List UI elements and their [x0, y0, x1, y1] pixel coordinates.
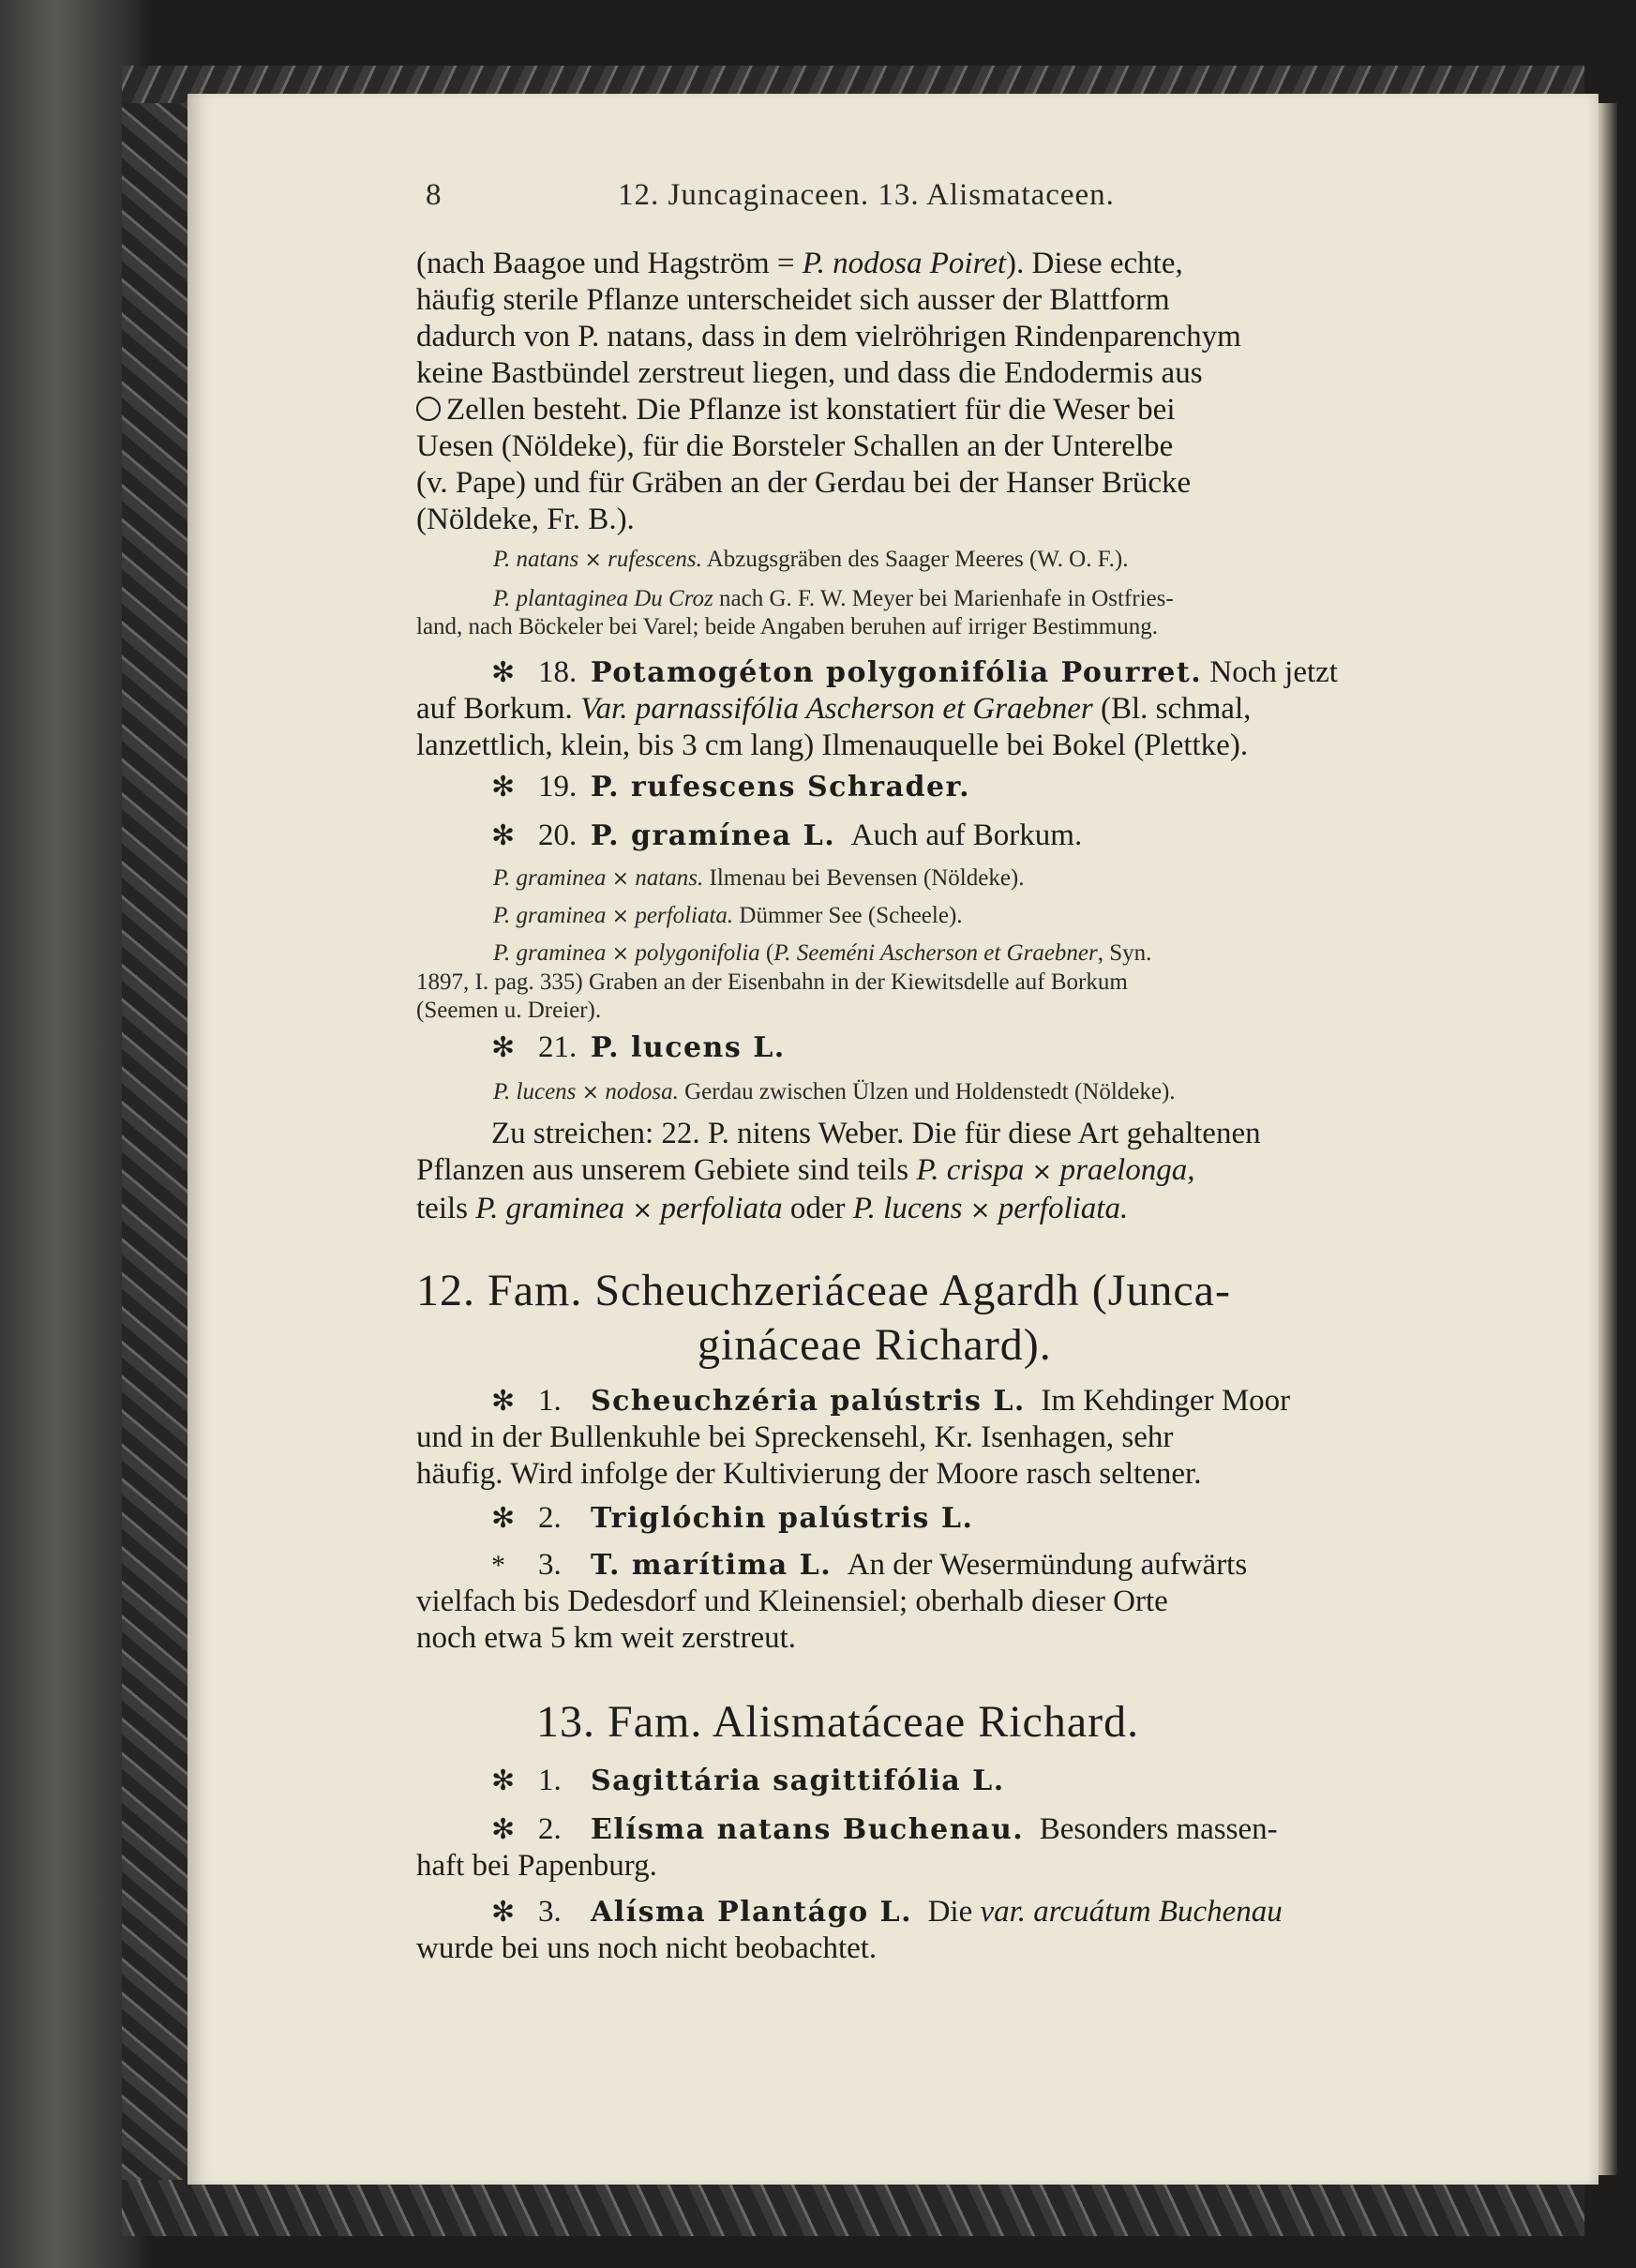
paragraph-zu-streichen: Zu streichen: 22. P. nitens Weber. Die für diese Art gehaltenen Pflanzen aus unserem Gebiete sind teils P. crispa × praelonga, teils P. graminea × perfoliata oder P. lucens × perfoliata. [416, 1117, 1261, 1225]
page-number: 8 [426, 178, 443, 212]
text-line: Uesen (Nöldeke), für die Borsteler Schallen an der Unterelbe [416, 429, 1174, 463]
text-line: keine Bastbündel zerstreut liegen, und dass die Endodermis aus [416, 356, 1203, 390]
paragraph-nodosa [416, 246, 1412, 538]
elisma-item: ✻ 2. Elísma natans Buchenau. Besonders massen- haft bei Papenburg. [416, 1812, 1278, 1883]
alisma-item: ✻ 3. Alísma Plantágo L. Die var. arcuátum Buchenau wurde bei uns noch nicht beobachtet. [416, 1895, 1283, 1965]
text-line: (nach Baagoe und Hagström = P. nodosa Poiret). Diese echte, [416, 247, 1183, 280]
text-line: häufig sterile Pflanze unterscheidet sich ausser der Blattform [416, 283, 1170, 317]
note-graminea-natans: P. graminea × natans. Ilmenau bei Bevensen (Nöldeke). [493, 865, 1025, 891]
marbled-cover-bottom [122, 2180, 1584, 2236]
item-21: ✻ 21. P. lucens L. [491, 1030, 786, 1064]
scheuchzeria-item: ✻ 1. Scheuchzéria palústris L. Im Kehdinger Moor und in der Bullenkuhle bei Spreckensehl, Kr. Isenhagen, sehr häufig. Wird infolge der Kultivierung der Moore rasch seltener. [416, 1384, 1291, 1491]
family-13-heading [416, 1695, 1412, 1750]
note-lucens-nodosa: P. lucens × nodosa. Gerdau zwischen Ülzen und Holdenstedt (Nöldeke). [493, 1079, 1176, 1104]
item-19: ✻ 19. P. rufescens Schrader. [491, 770, 971, 804]
item-20: ✻ 20. P. gramínea L. Auch auf Borkum. [491, 819, 1083, 852]
sagittaria-item: ✻ 1. Sagittária sagittifólia L. [491, 1764, 1005, 1797]
triglochin-palustris-item: ✻ 2. Triglóchin palústris L. [491, 1501, 974, 1535]
triglochin-maritima-item: * 3. T. marítima L. An der Wesermündung aufwärts vielfach bis Dedesdorf und Kleinensiel; oberhalb dieser Orte noch etwa 5 km weit zerstreut. [416, 1548, 1248, 1655]
running-title: 12. Juncaginaceen. 13. Alismataceen. [618, 178, 1115, 212]
family-heading-line: 13. Fam. Alismatáceae Richard. [536, 1697, 1140, 1747]
item-18: ✻ 18. Potamogéton polygonifólia Pourret. Noch jetzt auf Borkum. Var. parnassifólia Ascherson et Graebner (Bl. schmal, lanzettlich, klein, bis 3 cm lang) Ilmenauquelle bei Bokel (Plettke). [416, 655, 1338, 762]
family-heading-line: 12. Fam. Scheuchzeriáceae Agardh (Junca- [416, 1266, 1231, 1315]
note-plantaginea: P. plantaginea Du Croz nach G. F. W. Meyer bei Marienhafe in Ostfries- land, nach Böckeler bei Varel; beide Angaben beruhen auf irriger Bestimmung. [416, 586, 1174, 639]
family-12-heading [416, 1264, 1412, 1373]
marbled-cover-left [122, 103, 188, 2180]
circle-symbol [416, 397, 441, 421]
running-header [426, 178, 1410, 213]
note-graminea-polygonifolia: P. graminea × polygonifolia (P. Seeméni Ascherson et Graebner, Syn. 1897, I. pag. 335) Graben an der Eisenbahn in der Kiewitsdelle auf Borkum (Seemen u. Dreier). [416, 940, 1152, 1023]
family-heading-line: gináceae Richard). [698, 1320, 1052, 1370]
text-line: (Nöldeke, Fr. B.). [416, 503, 635, 536]
text-line: (v. Pape) und für Gräben an der Gerdau bei der Hanser Brücke [416, 466, 1192, 500]
text-line: dadurch von P. natans, dass in dem vielröhrigen Rindenparenchym [416, 320, 1241, 353]
note-graminea-perfoliata: P. graminea × perfoliata. Dümmer See (Scheele). [493, 903, 963, 928]
note-natans-rufescens: P. natans × rufescens. Abzugsgräben des Saager Meeres (W. O. F.). [493, 547, 1129, 572]
text-line: Zellen besteht. Die Pflanze ist konstatiert für die Weser bei [416, 392, 1412, 428]
